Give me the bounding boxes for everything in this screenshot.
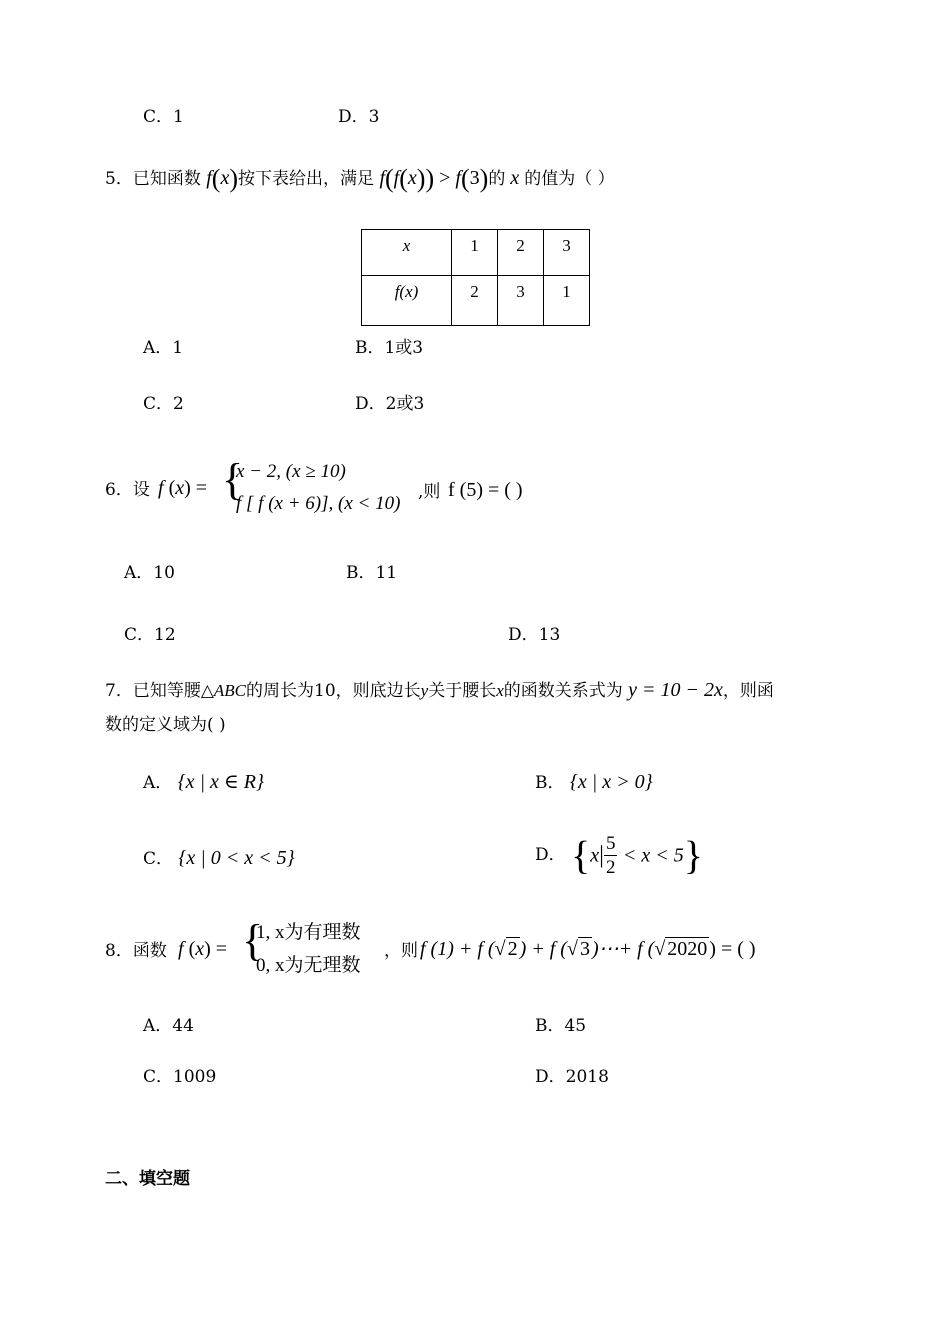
q5-text-d: 的值为（ ） bbox=[524, 169, 615, 189]
sqrt-symbol: √ bbox=[566, 938, 578, 960]
q7-option-d bbox=[535, 834, 703, 877]
q7-triangle: △ABC bbox=[200, 681, 247, 700]
q8-fx: f (x) = bbox=[178, 938, 228, 960]
q7-option-d-brace-left: { bbox=[571, 832, 591, 878]
q7-formula: y = 10 − 2x bbox=[628, 679, 723, 701]
q5-text-b: 按下表给出，满足 bbox=[238, 169, 375, 189]
q6-number: 6．设 bbox=[105, 480, 150, 500]
q7-option-b-set: {x | x > 0} bbox=[569, 771, 653, 793]
section-title: 二、填空题 bbox=[105, 1169, 190, 1189]
q8-expr-c: )⋯+ f ( bbox=[591, 938, 655, 960]
q5-fx: f(x) bbox=[206, 164, 239, 193]
q5-condition: f(f(x)) > f(3) bbox=[379, 164, 489, 193]
q7-option-a bbox=[143, 772, 264, 792]
q5-number: 5． bbox=[105, 169, 133, 189]
q8-option-c: C．1009 bbox=[143, 1067, 217, 1087]
q8-sqrt-2: 2 bbox=[507, 938, 518, 960]
sqrt-symbol: √ bbox=[654, 938, 666, 960]
q7-option-b bbox=[535, 772, 653, 792]
q8-sqrt-3: 3 bbox=[579, 938, 590, 960]
q5-stem bbox=[105, 166, 615, 192]
q5-option-a: A．1 bbox=[143, 338, 184, 358]
q7-option-d-x: x bbox=[590, 844, 600, 867]
q8-expr-d: ) = ( ) bbox=[709, 938, 756, 960]
q8-tail: ，则 bbox=[384, 941, 418, 961]
table-cell: 3 bbox=[544, 230, 590, 276]
q5-option-d: D．2或3 bbox=[355, 394, 425, 414]
table-row bbox=[362, 276, 590, 326]
q7-option-d-bar: | bbox=[599, 842, 604, 869]
q5-text-c: 的 bbox=[488, 169, 506, 189]
q6-option-a: A．10 bbox=[124, 563, 175, 583]
q7-option-a-set: {x | x ∈ R} bbox=[177, 771, 264, 793]
q7-text-b: 的周长为10，则底边长 bbox=[246, 681, 421, 701]
q6-brace: { bbox=[222, 455, 244, 504]
q8-option-d: D．2018 bbox=[535, 1067, 609, 1087]
q7-option-d-label: D． bbox=[535, 845, 566, 865]
q7-text-a: 7．已知等腰 bbox=[105, 681, 201, 701]
q7-text-c: 关于腰长 bbox=[428, 681, 497, 701]
fraction-denominator: 2 bbox=[605, 857, 616, 878]
q8-sqrt-2020: 2020 bbox=[667, 938, 708, 960]
q6-option-c: C．12 bbox=[124, 625, 176, 645]
q5-text-a: 已知函数 bbox=[132, 169, 201, 189]
q6-expr: f (5) = ( ) bbox=[448, 479, 523, 501]
q6-option-d: D．13 bbox=[508, 625, 561, 645]
q6-case-1: x − 2, (x ≥ 10) bbox=[236, 461, 346, 482]
q6-case-2: f [ f (x + 6)], (x < 10) bbox=[236, 493, 401, 514]
q5-x: x bbox=[505, 167, 525, 189]
q7-text-e: ，则函 bbox=[722, 681, 774, 701]
q8-option-a: A．44 bbox=[143, 1016, 194, 1036]
q7-stem-line-1 bbox=[105, 680, 774, 700]
q8-expr-a: f (1) + f ( bbox=[420, 938, 495, 960]
q8-option-b: B．45 bbox=[535, 1016, 587, 1036]
q6-option-b: B．11 bbox=[346, 563, 398, 583]
q6-tail: ,则 bbox=[418, 482, 441, 502]
table-cell: 2 bbox=[498, 230, 544, 276]
table-cell: 1 bbox=[544, 276, 590, 326]
q7-x: x bbox=[496, 681, 504, 700]
table-cell: 1 bbox=[452, 230, 498, 276]
q5-option-c: C．2 bbox=[143, 394, 184, 414]
q6-fx: f (x) = bbox=[158, 477, 208, 499]
q8-number: 8．函数 bbox=[105, 941, 167, 961]
table-header-fx: f(x) bbox=[362, 276, 452, 326]
q4-option-d: D．3 bbox=[338, 107, 380, 127]
q7-option-d-rest: < x < 5 bbox=[622, 844, 684, 867]
q7-option-c-label: C． bbox=[143, 849, 174, 869]
q8-brace: { bbox=[242, 916, 264, 965]
q7-option-a-label: A． bbox=[143, 773, 173, 793]
q5-option-b: B．1或3 bbox=[355, 338, 424, 358]
q7-option-b-label: B． bbox=[535, 773, 565, 793]
q8-expr-b: ) + f ( bbox=[519, 938, 567, 960]
table-row bbox=[362, 230, 590, 276]
q8-case-2: 0, x为无理数 bbox=[256, 955, 361, 976]
table-header-x: x bbox=[362, 230, 452, 276]
q7-option-c bbox=[143, 848, 295, 868]
table-cell: 3 bbox=[498, 276, 544, 326]
q7-option-d-brace-right: } bbox=[683, 832, 703, 878]
q4-option-c: C．1 bbox=[143, 107, 184, 127]
q7-text-d: 的函数关系式为 bbox=[503, 681, 623, 701]
q7-option-d-fraction bbox=[604, 834, 618, 877]
q8-case-1: 1, x为有理数 bbox=[256, 922, 361, 943]
q7-stem-line-2: 数的定义域为( ) bbox=[105, 715, 226, 735]
q7-option-c-set: {x | 0 < x < 5} bbox=[178, 847, 295, 869]
fraction-numerator: 5 bbox=[605, 833, 616, 854]
sqrt-symbol: √ bbox=[494, 938, 506, 960]
q8-expression bbox=[420, 939, 756, 959]
table-cell: 2 bbox=[452, 276, 498, 326]
q7-y: y bbox=[420, 681, 429, 700]
q5-function-table bbox=[361, 229, 590, 326]
